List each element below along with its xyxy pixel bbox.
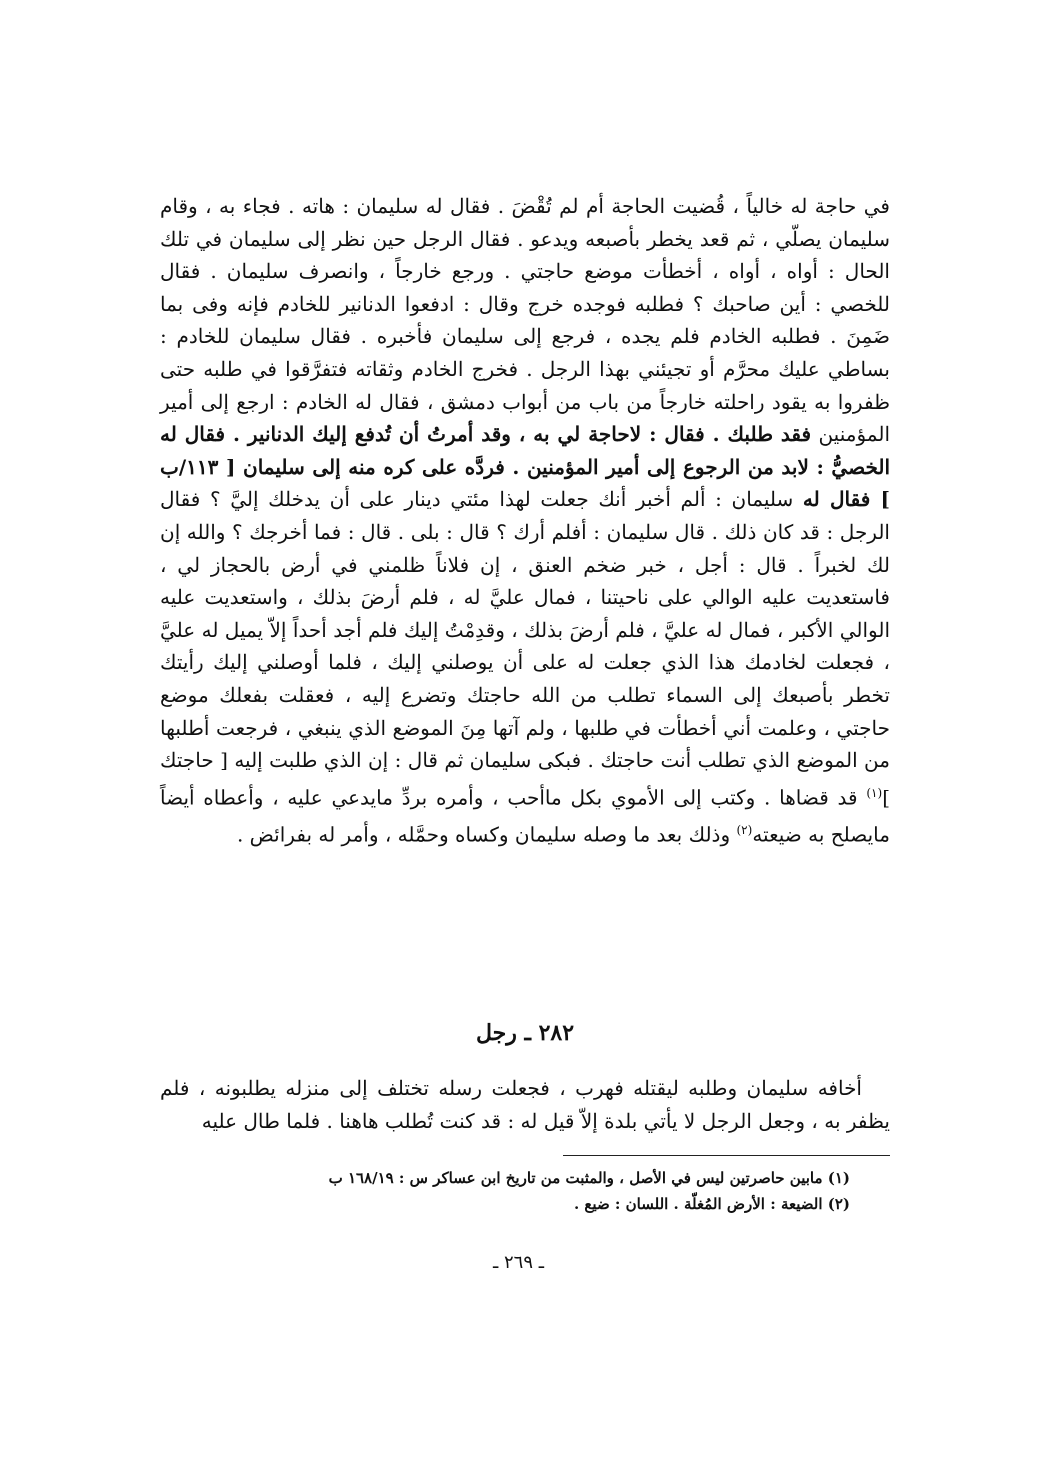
paragraph-final: وذلك بعد ما وصله سليمان وكساه وحمَّله ، وأمر له بفرائض .: [236, 822, 737, 847]
main-text: [160, 190, 890, 851]
section-paragraph: أخافه سليمان وطلبه ليقتله فهرب ، فجعلت رسله تختلف إلى منزله يطلبونه ، فلم يظفر به ، وجعل الرجل لا يأتي بلدة إلاّ قيل له : قد كنت تُطلب هاهنا . فلما طال عليه: [160, 1076, 890, 1133]
bold-passage: فقد طلبك . فقال : لاحاجة لي به ، وقد أمرتُ أن تُدفع إليك الدنانير . فقال له الخصيُّ : لابد من الرجوع إلى أمير المؤمنين . فردَّه على كره منه إلى سليمان [ ١١٣/ب ] فقال له: [160, 422, 890, 512]
paragraph-continuation: سليمان : ألم أخبر أنك جعلت لهذا مئتي دينار على أن يدخلك إليَّ ؟ فقال الرجل : قد كان ذلك . قال سليمان : أفلم أرك ؟ قال : بلى . قال : فما أخرجك ؟ والله إن لك لخبراً . قال : أجل ، خبر ضخم العنق ، إن فلاناً ظلمني في أرض بالحجاز لي ، فاستعديت عليه الوالي على ناحيتنا ، فمال عليَّ له ، فلم أرضَ بذلك ، واستعديت عليه الوالي الأكبر ، فمال له عليَّ ، فلم أرضَ بذلك ، وقدِمْتُ إليك فلم أجد أحداً إلاّ يميل له عليَّ ، فجعلت لخادمك هذا الذي جعلت له على أن يوصلني إليك ، فلما أوصلني إليك رأيتك تخطر بأصبعك إلى السماء تطلب من الله حاجتك وتضرع إليه ، فعقلت بفعلك موضع حاجتي ، وعلمت أني أخطأت في طلبها ، ولم آتها مِنَ الموضع الذي ينبغي ، فرجعت أطلبها من الموضع الذي تطلب أنت حاجتك . فبكى سليمان ثم قال : إن الذي طلبت إليه [ حاجتك ]: [160, 487, 891, 810]
footnote-1: (١) مابين حاصرتين ليس في الأصل ، والمثبت من تاريخ ابن عساكر س : ١٦٨/١٩ ب: [328, 1169, 850, 1187]
section-heading: ٢٨٢ ـ رجل: [475, 1020, 575, 1046]
footnote-2: (٢) الضيعة : الأرض المُغلّة . اللسان : ضيع .: [573, 1195, 850, 1213]
page-number: ـ ٢٦٩ ـ: [492, 1252, 544, 1273]
footnote-divider: [563, 1155, 890, 1156]
footnote-marker-1: (١): [866, 785, 883, 800]
paragraph-opening: في حاجة له خالياً ، قُضيت الحاجة أم لم تُقْضَ . فقال له سليمان : هاته . فجاء به ، وقام سليمان يصلّي ، ثم قعد يخطر بأصبعه ويدعو . فقال الرجل حين نظر إلى سليمان في تلك الحال : أواه ، أواه ، أخطأت موضع حاجتي . ورجع خارجاً ، وانصرف سليمان . فقال للخصي : أين صاحبك ؟ فطلبه فوجده خرج وقال : ادفعوا الدنانير للخادم فإنه وفى بما ضَمِنَ . فطلبه الخادم فلم يجده ، فرجع إلى سليمان فأخبره . فقال سليمان للخادم : بساطي عليك محرَّم أو تجيئني بهذا الرجل . فخرج الخادم وثقاته فتفرَّقوا في طلبه حتى ظفروا به يقود راحلته خارجاً من باب من أبواب دمشق ، فقال له الخادم : ارجع إلى أمير المؤمنين: [160, 194, 891, 447]
footnotes: [160, 1165, 850, 1217]
main-paragraph: [160, 190, 890, 851]
footnote-marker-2: (٢): [736, 822, 753, 837]
section-text: [160, 1072, 890, 1137]
paragraph-tail: قد قضاها . وكتب إلى الأموي بكل ماأحب ، وأمره بردِّ مايدعي عليه ، وأعطاه أيضاً مايصلح به ضيعته: [160, 785, 890, 847]
